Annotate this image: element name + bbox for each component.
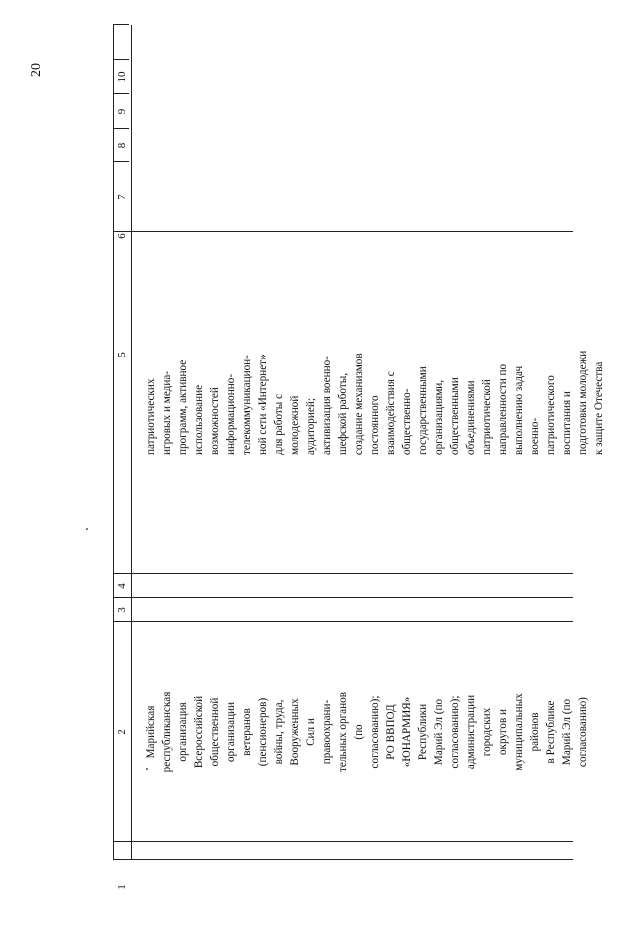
cell-line: организации <box>225 701 237 763</box>
cell-line: объединениями <box>465 380 477 455</box>
column-line <box>113 231 573 232</box>
document-table <box>113 25 605 890</box>
cell-line: организация <box>177 702 189 762</box>
cell-line: государственными <box>417 366 429 455</box>
cell-line: согласованию); <box>449 695 461 769</box>
column-number-3: 3 <box>116 607 128 613</box>
cell-line: округов и <box>497 708 509 756</box>
cell-line: согласованию) <box>577 697 589 767</box>
cell-line: активизация военно- <box>321 356 333 455</box>
executors-cell <box>143 622 591 842</box>
cell-line: игровых и медиа- <box>161 370 173 455</box>
activities-cell <box>143 255 607 455</box>
cell-line: взаимодействия с <box>385 371 397 455</box>
cell-line: возможностей <box>209 387 221 455</box>
cell-line: ной сети «Интернет» <box>257 354 269 455</box>
cell-line: общественной <box>209 697 221 767</box>
cell-line: «ЮНАРМИЯ» <box>401 696 413 768</box>
cell-line: Марийская <box>145 705 157 759</box>
cell-line: выполнению задач <box>513 365 525 455</box>
column-line <box>113 859 573 860</box>
cell-line: патриотического <box>545 375 557 455</box>
column-line <box>113 597 573 598</box>
cell-line: общественными <box>449 377 461 455</box>
cell-line: подготовки молодежи <box>577 350 589 455</box>
cell-line: городских <box>481 707 493 757</box>
cell-line: телекоммуникацион- <box>241 355 253 455</box>
cell-line: Вооруженных <box>289 698 301 766</box>
cell-line: в Республике <box>545 700 557 764</box>
cell-line: программ, активное <box>177 359 189 455</box>
column-number-9: 9 <box>116 108 128 115</box>
cell-line: шефской работы, <box>337 372 349 455</box>
column-number-8: 8 <box>116 142 128 149</box>
cell-line: организациями, <box>433 379 445 455</box>
cell-line: использование <box>193 384 205 455</box>
column-number-7: 7 <box>116 194 128 200</box>
cell-line: Республики <box>417 703 429 761</box>
cell-line: тельных органов <box>337 691 349 773</box>
cell-line: войны, труда, <box>273 699 285 765</box>
cell-line: Марий Эл (по <box>561 698 573 766</box>
cell-line: правоохрани- <box>321 699 333 765</box>
cell-line: Всероссийской <box>193 695 205 769</box>
cell-line: аудиторией; <box>305 398 317 455</box>
column-line <box>113 573 573 574</box>
cell-line: республиканская <box>161 691 173 773</box>
scan-speck <box>86 528 88 530</box>
column-number-1: 1 <box>116 884 128 890</box>
cell-line: патриотической <box>481 379 493 455</box>
column-number-6: 6 <box>116 233 128 239</box>
column-number-10: 10 <box>116 71 128 83</box>
cell-line: патриотических <box>145 378 157 455</box>
cell-line: ветеранов <box>241 708 253 756</box>
cell-line: (пенсионеров) <box>257 697 269 767</box>
cell-line: Марий Эл (по <box>433 698 445 766</box>
cell-line: информационно- <box>225 373 237 455</box>
cell-line: администрации <box>465 694 477 770</box>
cell-line: воспитания и <box>561 391 573 455</box>
cell-line: к защите Отечества <box>593 361 605 455</box>
cell-line: муниципальных <box>513 693 525 771</box>
column-line <box>113 24 129 25</box>
cell-line: РО ВВПОД <box>385 704 397 760</box>
column-number-5: 5 <box>116 352 128 358</box>
page-number: 20 <box>29 63 44 77</box>
column-number-2: 2 <box>116 729 128 735</box>
cell-line: молодежной <box>289 395 301 455</box>
header-separator <box>131 25 132 860</box>
cell-line: районов <box>529 712 541 752</box>
cell-line: согласованию); <box>369 695 381 769</box>
cell-line: военно- <box>529 417 541 455</box>
cell-line: создание механизмов <box>353 353 365 455</box>
cell-line: постоянного <box>369 395 381 455</box>
cell-line: общественно- <box>401 388 413 455</box>
cell-line: Сил и <box>305 718 317 746</box>
column-number-4: 4 <box>116 583 128 589</box>
cell-line: (по <box>353 724 365 740</box>
cell-line: направленности по <box>497 363 509 455</box>
cell-line: для работы с <box>273 393 285 455</box>
